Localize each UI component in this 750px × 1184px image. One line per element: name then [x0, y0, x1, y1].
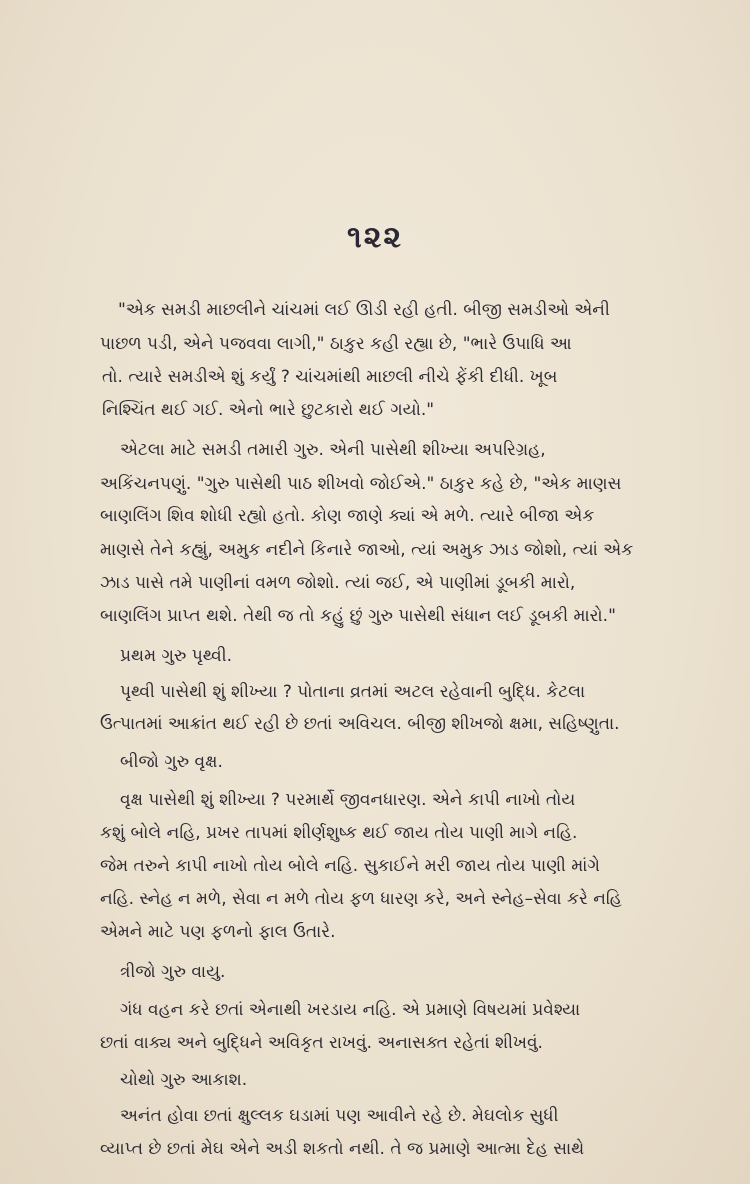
- text-line: બાણલિંગ પ્રાપ્ત થશે. તેથી જ તો કહું છું ગુરુ પાસેથી સંધાન લઈ ડૂબકી મારો.": [100, 606, 616, 626]
- text-line: છતાં વાક્ય અને બુદ્ધિને અવિકૃત રાખવું. અનાસક્ત રહેતાં શીખવું.: [100, 1033, 543, 1053]
- text-line: પાછળ પડી, એને પજવવા લાગી," ઠાકુર કહી રહ્યા છે, "ભારે ઉપાધિ આ: [100, 334, 572, 354]
- text-line: એટલા માટે સમડી તમારી ગુરુ. એની પાસેથી શીખ્યા અપરિગ્રહ,: [120, 440, 546, 460]
- page-number: ૧૨૨: [347, 220, 403, 255]
- text-line: જેમ તરુને કાપી નાખો તોય બોલે નહિ. સુકાઈને મરી જાય તોય પાણી માંગે: [100, 856, 600, 876]
- text-line: વૃક્ષ પાસેથી શું શીખ્યા ? પરમાર્થે જીવનધારણ. એને કાપી નાખો તોય: [120, 790, 576, 810]
- subheading: ત્રીજો ગુરુ વાયુ.: [120, 962, 226, 982]
- text-line: અકિંચનપણું. "ગુરુ પાસેથી પાઠ શીખવો જોઈએ." ઠાકુર કહે છે, "એક માણસ: [100, 474, 622, 494]
- text-line: વ્યાપ્ત છે છતાં મેઘ એને અડી શકતો નથી. તે જ પ્રમાણે આત્મા દેહ સાથે: [100, 1139, 585, 1159]
- text-line: અનંત હોવા છતાં ક્ષુલ્લક ઘડામાં પણ આવીને રહે છે. મેઘલોક સુધી: [120, 1106, 559, 1126]
- text-line: કશું બોલે નહિ, પ્રખર તાપમાં શીર્ણશુષ્ક થઈ જાય તોય પાણી માગે નહિ.: [100, 823, 578, 843]
- text-line: ગંધ વહન કરે છતાં એનાથી ખરડાય નહિ. એ પ્રમાણે વિષયમાં પ્રવેશ્યા: [120, 1000, 581, 1020]
- text-line: પૃથ્વી પાસેથી શું શીખ્યા ? પોતાના વ્રતમાં અટલ રહેવાની બુદ્ધિ. કેટલા: [120, 682, 586, 702]
- text-line: એમને માટે પણ ફળનો ફાલ ઉતારે.: [100, 922, 336, 942]
- text-line: ઝાડ પાસે તમે પાણીનાં વમળ જોશો. ત્યાં જઈ, એ પાણીમાં ડૂબકી મારો,: [100, 573, 576, 593]
- text-line: તો. ત્યારે સમડીએ શું કર્યું ? ચાંચમાંથી માછલી નીચે ફેંકી દીધી. ખૂબ: [102, 367, 558, 387]
- subheading: પ્રથમ ગુરુ પૃથ્વી.: [120, 646, 233, 666]
- text-line: "એક સમડી માછલીને ચાંચમાં લઈ ઊડી રહી હતી. બીજી સમડીઓ એની: [118, 300, 610, 320]
- text-line: નિશ્ચિંત થઈ ગઈ. એનો ભારે છુટકારો થઈ ગયો.": [102, 400, 435, 420]
- text-line: બાણલિંગ શિવ શોધી રહ્યો હતો. કોણ જાણે ક્યાં એ મળે. ત્યારે બીજા એક: [100, 506, 595, 526]
- text-line: માણસે તેને કહ્યું, અમુક નદીને કિનારે જાઓ, ત્યાં અમુક ઝાડ જોશો, ત્યાં એક: [100, 540, 634, 560]
- subheading: ચોથો ગુરુ આકાશ.: [120, 1070, 248, 1090]
- text-line: ઉત્પાતમાં આક્રાંત થઈ રહી છે છતાં અવિચલ. બીજી શીખજો ક્ષમા, સહિષ્ણુતા.: [100, 714, 620, 734]
- text-line: નહિ. સ્નેહ ન મળે, સેવા ન મળે તોય ફળ ધારણ કરે, અને સ્નેહ–સેવા કરે નહિ: [100, 889, 622, 909]
- subheading: બીજો ગુરુ વૃક્ષ.: [120, 752, 223, 772]
